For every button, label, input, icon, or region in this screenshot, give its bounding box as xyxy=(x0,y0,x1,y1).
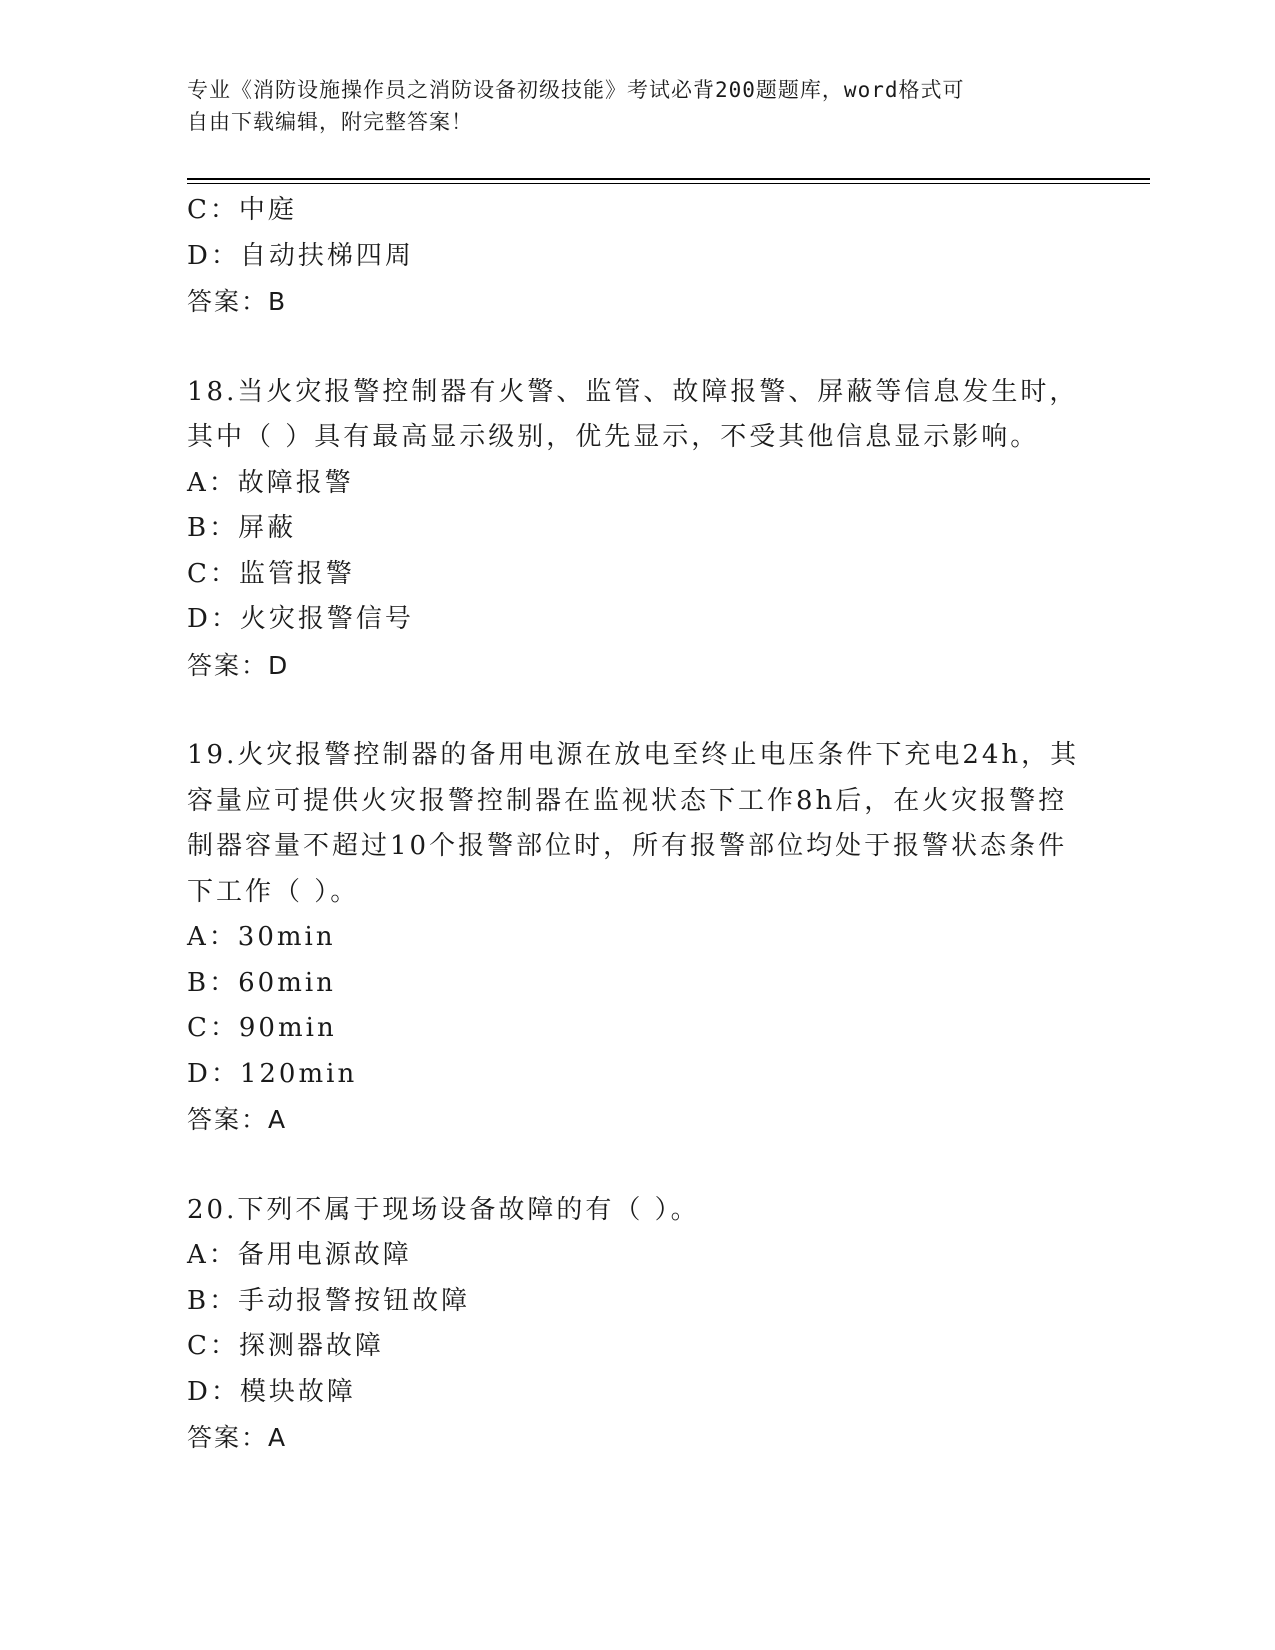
option-c: C：90min xyxy=(187,1013,337,1043)
question-text xyxy=(187,733,1087,915)
document-header xyxy=(187,74,1067,138)
option-c: C：探测器故障 xyxy=(187,1331,384,1361)
header-line-1: 专业《消防设施操作员之消防设备初级技能》考试必背200题题库，word格式可 xyxy=(187,78,965,102)
spacer xyxy=(187,1143,1087,1188)
header-divider-thin xyxy=(187,183,1150,184)
question-text xyxy=(187,370,1087,461)
question-line: 制器容量不超过10个报警部位时，所有报警部位均处于报警状态条件 xyxy=(187,831,1068,861)
option-b: B：60min xyxy=(187,967,336,998)
question-18 xyxy=(187,370,1087,689)
option-b: B：手动报警按钮故障 xyxy=(187,1285,471,1316)
option-a: A：30min xyxy=(187,922,336,952)
answer: 答案：A xyxy=(187,1423,288,1452)
header-line-2: 自由下载编辑，附完整答案！ xyxy=(187,110,473,134)
spacer xyxy=(187,688,1087,733)
question-line: 容量应可提供火灾报警控制器在监视状态下工作8h后，在火灾报警控 xyxy=(187,785,1068,816)
question-20 xyxy=(187,1188,1087,1461)
answer: 答案：D xyxy=(187,650,290,680)
option-b: B：屏蔽 xyxy=(187,513,297,543)
option-d: D：火灾报警信号 xyxy=(187,604,414,634)
answer: 答案：A xyxy=(187,1105,288,1134)
question-line: 20.下列不属于现场设备故障的有（ ）。 xyxy=(187,1194,700,1225)
question-text xyxy=(187,1188,1087,1234)
option-c: C：监管报警 xyxy=(187,558,355,589)
question-line: 下工作（ ）。 xyxy=(187,876,360,907)
option-a: A：故障报警 xyxy=(187,467,354,498)
option-a: A：备用电源故障 xyxy=(187,1240,412,1270)
question-19 xyxy=(187,733,1087,1143)
question-line: 其中（ ）具有最高显示级别，优先显示，不受其他信息显示影响。 xyxy=(187,422,1040,452)
spacer xyxy=(187,325,1087,370)
header-divider-thick xyxy=(187,178,1150,180)
question-line: 19.火灾报警控制器的备用电源在放电至终止电压条件下充电24h，其 xyxy=(187,740,1080,770)
question-line: 18.当火灾报警控制器有火警、监管、故障报警、屏蔽等信息发生时， xyxy=(187,376,1079,407)
option-d: D：120min xyxy=(187,1058,358,1089)
question-list xyxy=(187,188,1087,1461)
question-17-tail xyxy=(187,188,1087,325)
answer: 答案：B xyxy=(187,287,288,316)
option-c: C：中庭 xyxy=(187,195,297,225)
option-d: D：自动扶梯四周 xyxy=(187,240,414,271)
option-d: D：模块故障 xyxy=(187,1376,356,1407)
